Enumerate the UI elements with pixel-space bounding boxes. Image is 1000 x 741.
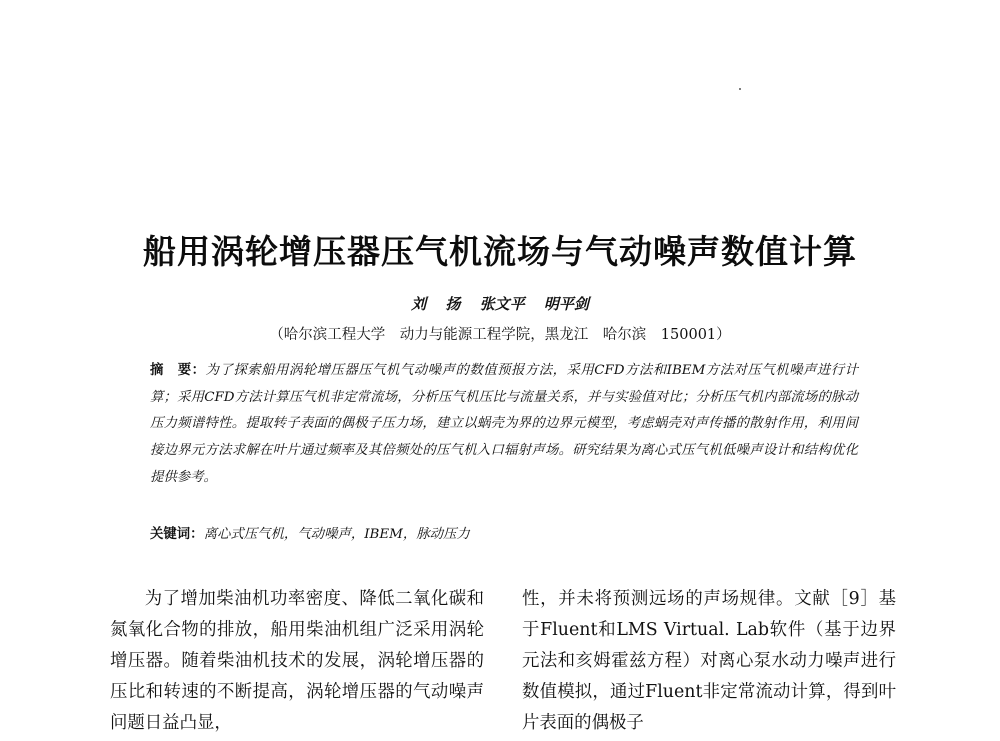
- scan-speck: [739, 88, 741, 90]
- body-column-right: [522, 584, 896, 739]
- body-paragraph: 性，并未将预测远场的声场规律。文献［9］基于Fluent和LMS Virtual. Lab软件（基于边界元法和亥姆霍兹方程）对离心泵水动力噪声进行数值模拟，通过Fluent非定常流动计算，得到叶片表面的偶极子: [522, 589, 896, 733]
- body-column-left: [110, 584, 484, 739]
- author-list: 刘 扬 张文平 明平剑: [411, 295, 589, 313]
- affiliation: （哈尔滨工程大学 动力与能源工程学院，黑龙江 哈尔滨 150001）: [269, 327, 731, 343]
- keywords-block: [150, 523, 858, 542]
- abstract-text: 为了探索船用涡轮增压器压气机气动噪声的数值预报方法，采用CFD方法和IBEM方法对压气机噪声进行计算；采用CFD方法计算压气机非定常流场，分析压气机压比与流量关系，并与实验值对比；分析压气机内部流场的脉动压力频谱特性。提取转子表面的偶极子压力场，建立以蜗壳为界的边界元模型，考虑蜗壳对声传播的散射作用，利用间接边界元方法求解在叶片通过频率及其倍频处的压气机入口辐射声场。研究结果为离心式压气机低噪声设计和结构优化提供参考。: [150, 363, 859, 485]
- paper-title: 船用涡轮增压器压气机流场与气动噪声数值计算: [143, 232, 857, 271]
- keywords-text: 离心式压气机，气动噪声，IBEM，脉动压力: [203, 527, 470, 542]
- keywords-label: 关键词：: [150, 527, 204, 542]
- abstract-label: 摘 要：: [150, 363, 206, 378]
- abstract-block: [150, 358, 858, 492]
- body-paragraph: 为了增加柴油机功率密度、降低二氧化碳和氮氧化合物的排放，船用柴油机组广泛采用涡轮增压器。随着柴油机技术的发展，涡轮增压器的压比和转速的不断提高，涡轮增压器的气动噪声问题日益凸显，: [110, 589, 484, 733]
